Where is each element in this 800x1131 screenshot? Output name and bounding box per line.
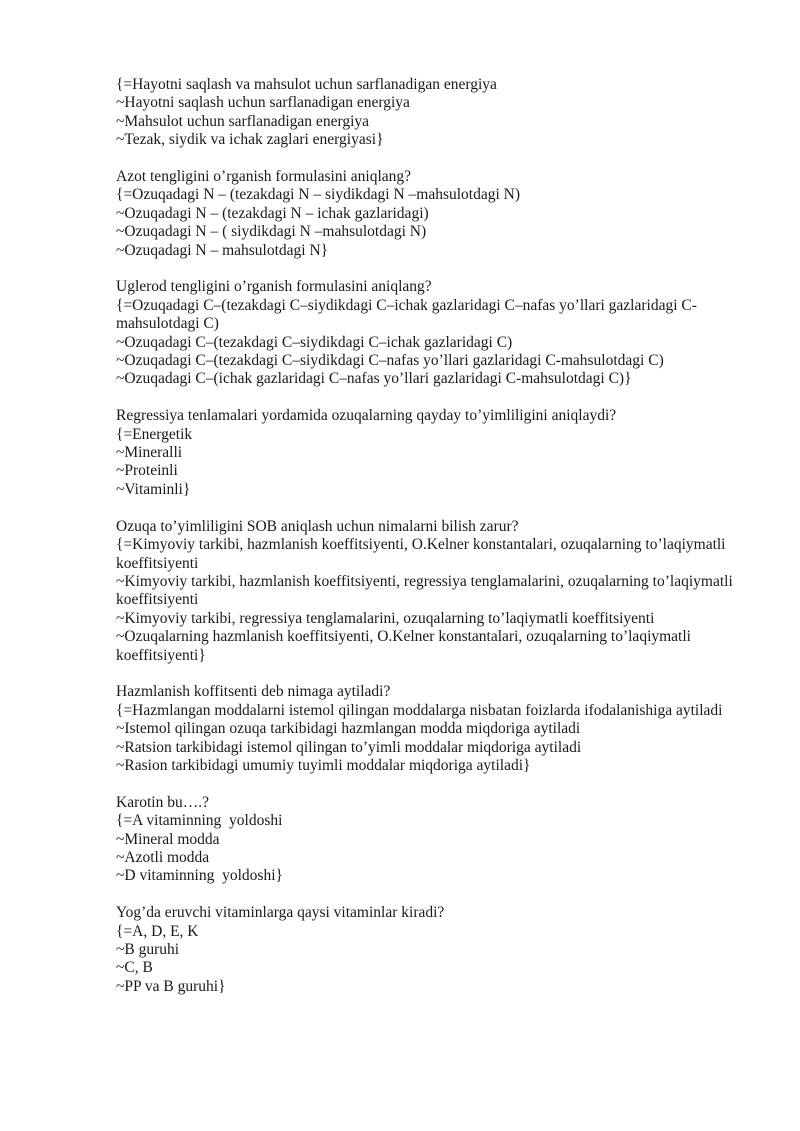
- answer-option: ~Ozuqadagi C–(ichak gazlaridagi C–nafas yo’llari gazlaridagi C-mahsulotdagi C)}: [116, 370, 632, 388]
- question-block: [116, 518, 736, 665]
- answer-option: ~Ratsion tarkibidagi istemol qilingan to’yimli moddalar miqdoriga aytiladi: [116, 738, 582, 756]
- answer-correct: {=Energetik: [116, 425, 193, 443]
- answer-option: ~Kimyoviy tarkibi, regressiya tenglamalarini, ozuqalarning to’laqiymatli koeffitsiyenti: [116, 609, 655, 627]
- answer-option: ~Mahsulot uchun sarflanadigan energiya: [116, 112, 370, 130]
- answer-option: ~Istemol qilingan ozuqa tarkibidagi hazmlangan modda miqdoriga aytiladi: [116, 720, 581, 738]
- answer-option: ~PP va B guruhi}: [116, 977, 226, 995]
- answer-correct: {=Ozuqadagi N – (tezakdagi N – siydikdagi N –mahsulotdagi N): [116, 186, 521, 204]
- answer-option: ~Ozuqalarning hazmlanish koeffitsiyenti, O.Kelner konstantalari, ozuqalarning to’laqiymatli koeffitsiyenti}: [116, 628, 695, 664]
- question-block: [116, 407, 736, 499]
- answer-correct: {=A vitaminning yoldoshi: [116, 812, 283, 830]
- question-block: [116, 278, 736, 388]
- answer-option: ~Vitaminli}: [116, 480, 191, 498]
- answer-option: ~Ozuqadagi C–(tezakdagi C–siydikdagi C–nafas yo’llari gazlaridagi C-mahsulotdagi C): [116, 352, 664, 370]
- answer-option: ~Ozuqadagi C–(tezakdagi C–siydikdagi C–ichak gazlaridagi C): [116, 333, 513, 351]
- question-block: [116, 168, 736, 260]
- answer-option: ~Mineral modda: [116, 830, 220, 848]
- answer-option: ~Ozuqadagi N – (tezakdagi N – ichak gazlaridagi): [116, 204, 429, 222]
- answer-option: ~Tezak, siydik va ichak zaglari energiyasi}: [116, 131, 384, 149]
- answer-option: ~Ozuqadagi N – mahsulotdagi N}: [116, 241, 329, 259]
- question-text: Uglerod tengligini o’rganish formulasini aniqlang?: [116, 278, 432, 296]
- answer-option: ~Rasion tarkibidagi umumiy tuyimli moddalar miqdoriga aytiladi}: [116, 756, 531, 774]
- answer-option: ~Mineralli: [116, 444, 183, 462]
- answer-correct: {=Hazmlangan moddalarni istemol qilingan moddalarga nisbatan foizlarda ifodalanishiga aytiladi: [116, 701, 723, 719]
- answer-option: ~B guruhi: [116, 940, 180, 958]
- answer-correct: {=Ozuqadagi C–(tezakdagi C–siydikdagi C–ichak gazlaridagi C–nafas yo’llari gazlaridagi C-mahsulotdagi C): [116, 296, 697, 333]
- question-text: Ozuqa to’yimliligini SOB aniqlash uchun nimalarni bilish zarur?: [116, 517, 519, 535]
- answer-correct: {=A, D, E, K: [116, 922, 199, 940]
- question-block: [116, 904, 736, 996]
- answer-option: ~C, B: [116, 959, 153, 977]
- question-text: Hazmlanish koffitsenti deb nimaga aytiladi?: [116, 683, 391, 701]
- answer-option: ~Kimyoviy tarkibi, hazmlanish koeffitsiyenti, regressiya tenglamalarini, ozuqalarning to’laqiymatli koeffitsiyenti: [116, 572, 737, 609]
- question-text: Yog’da eruvchi vitaminlarga qaysi vitaminlar kiradi?: [116, 904, 445, 922]
- question-block: [116, 794, 736, 886]
- answer-option: ~Proteinli: [116, 462, 178, 480]
- answer-option: ~Ozuqadagi N – ( siydikdagi N –mahsulotdagi N): [116, 223, 427, 241]
- question-text: Karotin bu….?: [116, 793, 209, 811]
- answer-option: ~Hayotni saqlash uchun sarflanadigan energiya: [116, 94, 410, 112]
- document-page: [116, 76, 736, 1015]
- question-text: Regressiya tenlamalari yordamida ozuqalarning qayday to’yimliligini aniqlaydi?: [116, 407, 617, 425]
- answer-option: ~Azotli modda: [116, 848, 210, 866]
- answer-correct: {=Hayotni saqlash va mahsulot uchun sarflanadigan energiya: [116, 76, 497, 93]
- question-block: [116, 76, 736, 150]
- question-text: Azot tengligini o’rganish formulasini aniqlang?: [116, 168, 412, 186]
- answer-option: ~D vitaminning yoldoshi}: [116, 867, 283, 885]
- answer-correct: {=Kimyoviy tarkibi, hazmlanish koeffitsiyenti, O.Kelner konstantalari, ozuqalarning to’laqiymatli koeffitsiyenti: [116, 536, 730, 572]
- question-block: [116, 683, 736, 775]
